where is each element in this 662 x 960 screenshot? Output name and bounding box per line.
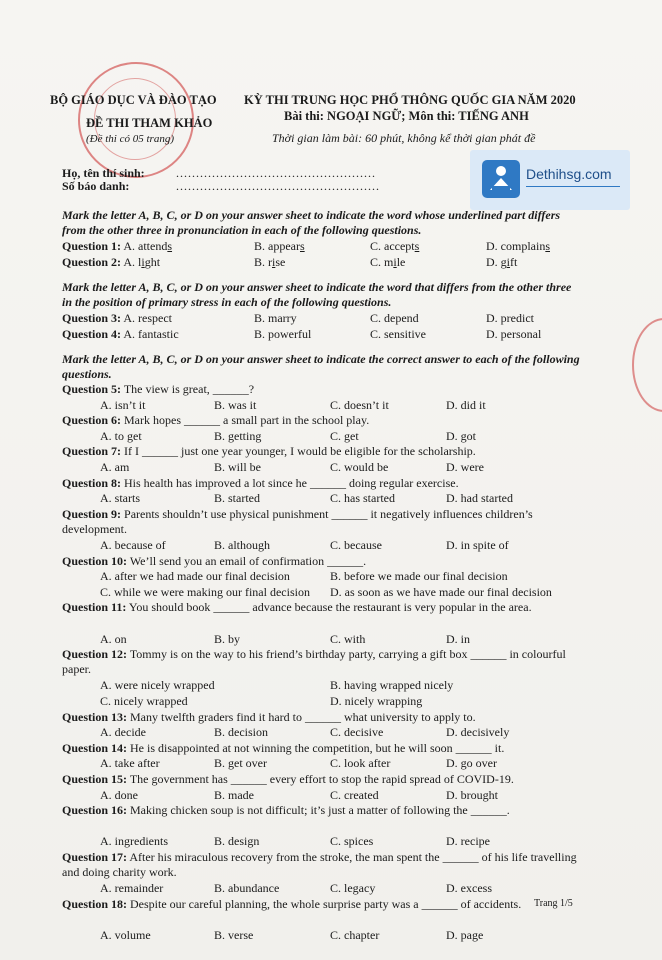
answer-option: B. although <box>214 538 270 552</box>
answer-option: C. look after <box>330 756 391 771</box>
exam-page: Dethihsg.com BỘ GIÁO DỤC VÀ ĐÀO TẠO ĐỀ THI THAM KHẢO (Đề thi có 05 trang) KỲ THI TRUNG HỌC PHỔ THÔNG QUỐC GIA NĂM 2020 Bài thi: NGOẠI NGỮ; Môn thi: TIẾNG ANH Thời gian làm bài: 60 phút, không kể thời gian phát đề Họ, tên thí sinh: .................................................. Số báo danh: ................................................... Mark the letter A, B, C, or D on your answer sheet to indicate the word whose underlined part differs from the other three in pronunciation in each of the following questions. Question 1: A. attends B. appears C. accepts D. complains Question 2: A. light B. rise C. mile D. gift Mark the letter A, B, C, or D on your answer sheet to indicate the word that differs from the other three in the position of primary stress in each of the following questions. Question 3: A. respect B. marry C. depend D. predict Question 4: A. fantastic B. powerful C. sensitive D. personal Mark the letter A, B, C, or D on your answer sheet to indicate the correct answer to each of the following questions. Question 5: The view is great, ______? A. isn’t it B. was it C. doesn’t it D. did it Question 6: Mark hopes ______ a small part in the school play. A. to get B. getting C. get D. got Question 7: If I ______ just one year younger, I would be eligible for the scholarship. A. am B. will be C. would be D. were Question 8: His health has improved a lot since he ______ doing regular exercise. A. starts B. started C. has started D. had started Question 9: Parents shouldn’t use physical punishment ______ it negatively influences children’s development. A. because of B. although C. because D. in spite of Question 10: We’ll send you an email of confirmation ______. A. after we had made our final decision B. before we made our final decision C. while we were making our final decision D. as soon as we have made our final decision Question 11: You should book ______ advance because the restaurant is very popular in the area. A. on B. by C. with D. in Question 12: Tommy is on the way to his friend’s birthday party, carrying a gift box ______ in colourful paper. A. were nicely wrapped B. having wrapped nicely C. nicely wrapped D. nicely wrapping Question 13: Many twelfth graders find it hard to ______ what university to apply to. A. decide B. decision C. decisive D. decisively Question 14: He is disappointed at not winning the competition, but he will soon ______ it. A. take after B. get over C. look after D. go over Question 15: The government has ______ every effort to stop the rapid spread of COVID-19. A. done B. made C. created D. brought Question 16: Making chicken soup is not difficult; it’s just a matter of following the ______. A. ingredients B. design C. spices D. recipe Question 17: After his miraculous recovery from the stroke, the man spent the ______ of his life travelling and doing charity work. A. remainder B. abundance C. legacy D. excess Question 18: Despite our careful planning, the whole surprise party was a ______ of accidents. A. volume B. verse C. chapter D. page Trang 1/5 <box>0 0 662 960</box>
question-stem <box>62 382 578 397</box>
answer-option: A. on <box>100 631 127 646</box>
answer-option: C. legacy <box>330 881 376 896</box>
ministry-name: BỘ GIÁO DỤC VÀ ĐÀO TẠO <box>50 93 217 107</box>
answer-option: D. page <box>446 928 484 942</box>
answer-option: A. isn’t it <box>100 397 146 412</box>
question-label: Question 9: <box>62 506 122 521</box>
question-text: Making chicken soup is not difficult; it’s just a matter of following the ______. <box>130 803 510 818</box>
page-number: Trang 1/5 <box>534 898 573 909</box>
answer-option: B. abundance <box>214 881 280 896</box>
candidate-number-label: Số báo danh: <box>62 179 130 193</box>
answer-option: D. excess <box>446 881 492 896</box>
answer-option: D. had started <box>446 491 513 506</box>
answer-option: D. did it <box>446 397 486 412</box>
answer-option: B. started <box>214 491 260 506</box>
answer-option: B. design <box>214 834 260 849</box>
exam-title: KỲ THI TRUNG HỌC PHỔ THÔNG QUỐC GIA NĂM 2020 <box>244 93 576 107</box>
question-label: Question 18: <box>62 896 128 911</box>
question-text: If I ______ just one year younger, I would be eligible for the scholarship. <box>124 444 476 459</box>
question-text: Parents shouldn’t use physical punishment ______ it negatively influences children’s development. <box>62 506 533 536</box>
answer-option: A. done <box>100 787 138 802</box>
answer-option: D. go over <box>446 756 497 771</box>
answer-option: B. decision <box>214 725 268 740</box>
red-seal-stamp-edge <box>632 318 662 412</box>
answer-option: D. in spite of <box>446 538 509 552</box>
question-label: Question 13: <box>62 709 128 724</box>
answer-option: B. was it <box>214 397 257 412</box>
answer-option: D. got <box>446 428 476 443</box>
answer-option: B. by <box>214 631 241 646</box>
question-stem <box>62 772 578 787</box>
question-label: Question 2: <box>62 255 122 269</box>
dethihsg-logo <box>470 150 630 210</box>
question-stem <box>62 413 578 428</box>
answer-option: C. because <box>330 538 382 552</box>
question-stem <box>62 850 578 880</box>
question-text: After his miraculous recovery from the stroke, the man spent the ______ of his life travelling and doing charity work. <box>62 850 577 879</box>
answer-option: A. starts <box>100 491 140 506</box>
answer-option: D. brought <box>446 787 498 802</box>
answer-option: C. would be <box>330 460 389 474</box>
question-text: Tommy is on the way to his friend’s birthday party, carrying a gift box ______ in colourful paper. <box>62 647 566 677</box>
answer-option: B. made <box>214 787 254 802</box>
answer-option: C. decisive <box>330 725 384 740</box>
question-text: The government has ______ every effort to stop the rapid spread of COVID-19. <box>129 772 514 786</box>
answer-option: A. after we had made our final decision <box>100 569 290 584</box>
answer-option: D. decisively <box>446 725 510 740</box>
question-text: We’ll send you an email of confirmation ______. <box>129 553 367 568</box>
answer-option: D. were <box>446 460 484 474</box>
question-text: Despite our careful planning, the whole surprise party was a ______ of accidents. <box>130 896 522 911</box>
answer-option: C. nicely wrapped <box>100 694 188 708</box>
answer-option: D. in <box>446 631 470 646</box>
question-label: Question 14: <box>62 740 128 755</box>
answer-option: C. has started <box>330 491 395 506</box>
answer-option: C. spices <box>330 834 374 849</box>
answer-option: A. volume <box>100 928 151 942</box>
question-label: Question 16: <box>62 803 128 818</box>
question-text: You should book ______ advance because the restaurant is very popular in the area. <box>128 600 532 615</box>
answer-option: D. as soon as we have made our final decision <box>330 584 552 599</box>
question-stem <box>62 600 578 615</box>
page-count-note: (Đề thi có 05 trang) <box>86 133 174 145</box>
student-icon <box>482 160 520 198</box>
question-label: Question 7: <box>62 444 122 459</box>
time-note: Thời gian làm bài: 60 phút, không kể thời gian phát đề <box>272 131 536 145</box>
question-stem <box>62 710 578 725</box>
question-label: Question 11: <box>62 600 127 615</box>
candidate-name-field: .................................................. <box>176 166 376 180</box>
answer-option: A. take after <box>100 756 160 771</box>
answer-option: C. doesn’t it <box>330 397 389 412</box>
question-label: Question 12: <box>62 647 128 662</box>
answer-option: C. chapter <box>330 928 380 942</box>
question-label: Question 5: <box>62 382 122 396</box>
question-text: His health has improved a lot since he ______ doing regular exercise. <box>124 475 459 490</box>
question-stem <box>62 476 578 491</box>
answer-option: C. created <box>330 787 379 802</box>
section1-instruction: Mark the letter A, B, C, or D on your answer sheet to indicate the word whose underlined part differs from the other three in pronunciation in each of the following questions. <box>62 208 561 237</box>
question-stem <box>62 741 578 756</box>
question-stem <box>62 803 578 818</box>
candidate-name-label: Họ, tên thí sinh: <box>62 166 145 180</box>
answer-option: A. decide <box>100 725 146 740</box>
question-text: Many twelfth graders find it hard to ______ what university to apply to. <box>130 709 476 724</box>
answer-option: A. because of <box>100 538 166 552</box>
answer-option: A. were nicely wrapped <box>100 678 215 693</box>
exam-type: ĐỀ THI THAM KHẢO <box>86 116 213 130</box>
question-label: Question 8: <box>62 475 122 490</box>
answer-option: D. recipe <box>446 834 490 849</box>
question-stem <box>62 554 578 569</box>
question-text: He is disappointed at not winning the competition, but he will soon ______ it. <box>130 740 505 755</box>
answer-option: A. remainder <box>100 881 164 896</box>
question-label: Question 15: <box>62 772 128 786</box>
answer-option: B. verse <box>214 928 254 942</box>
answer-option: C. with <box>330 631 366 646</box>
answer-option: A. ingredients <box>100 834 168 849</box>
question-label: Question 6: <box>62 413 122 428</box>
answer-option: C. while we were making our final decision <box>100 584 310 599</box>
question-stem <box>62 507 578 537</box>
answer-option: B. will be <box>214 460 261 474</box>
answer-option: A. to get <box>100 428 142 443</box>
section3-instruction: Mark the letter A, B, C, or D on your answer sheet to indicate the correct answer to each of the following questions. <box>62 352 580 381</box>
answer-option: A. am <box>100 460 130 474</box>
question-label: Question 10: <box>62 553 128 568</box>
question-label: Question 17: <box>62 850 128 864</box>
question-stem <box>62 897 578 912</box>
candidate-number-field: ................................................... <box>176 179 380 193</box>
answer-option: C. get <box>330 428 359 443</box>
answer-option: B. before we made our final decision <box>330 569 508 584</box>
question-text: Mark hopes ______ a small part in the school play. <box>124 413 370 428</box>
subject-line: Bài thi: NGOẠI NGỮ; Môn thi: TIẾNG ANH <box>284 109 529 123</box>
question-text: The view is great, ______? <box>123 382 255 396</box>
question-label: Question 1: <box>62 239 122 253</box>
answer-option: B. get over <box>214 756 267 771</box>
logo-text: Dethihsg.com <box>526 166 612 182</box>
section2-instruction: Mark the letter A, B, C, or D on your answer sheet to indicate the word that differs from the other three in the position of primary stress in each of the following questions. <box>62 280 572 309</box>
answer-option: D. nicely wrapping <box>330 694 423 708</box>
question-stem <box>62 647 578 677</box>
answer-option: B. getting <box>214 428 262 443</box>
answer-option: B. having wrapped nicely <box>330 678 454 693</box>
question-stem <box>62 444 578 459</box>
